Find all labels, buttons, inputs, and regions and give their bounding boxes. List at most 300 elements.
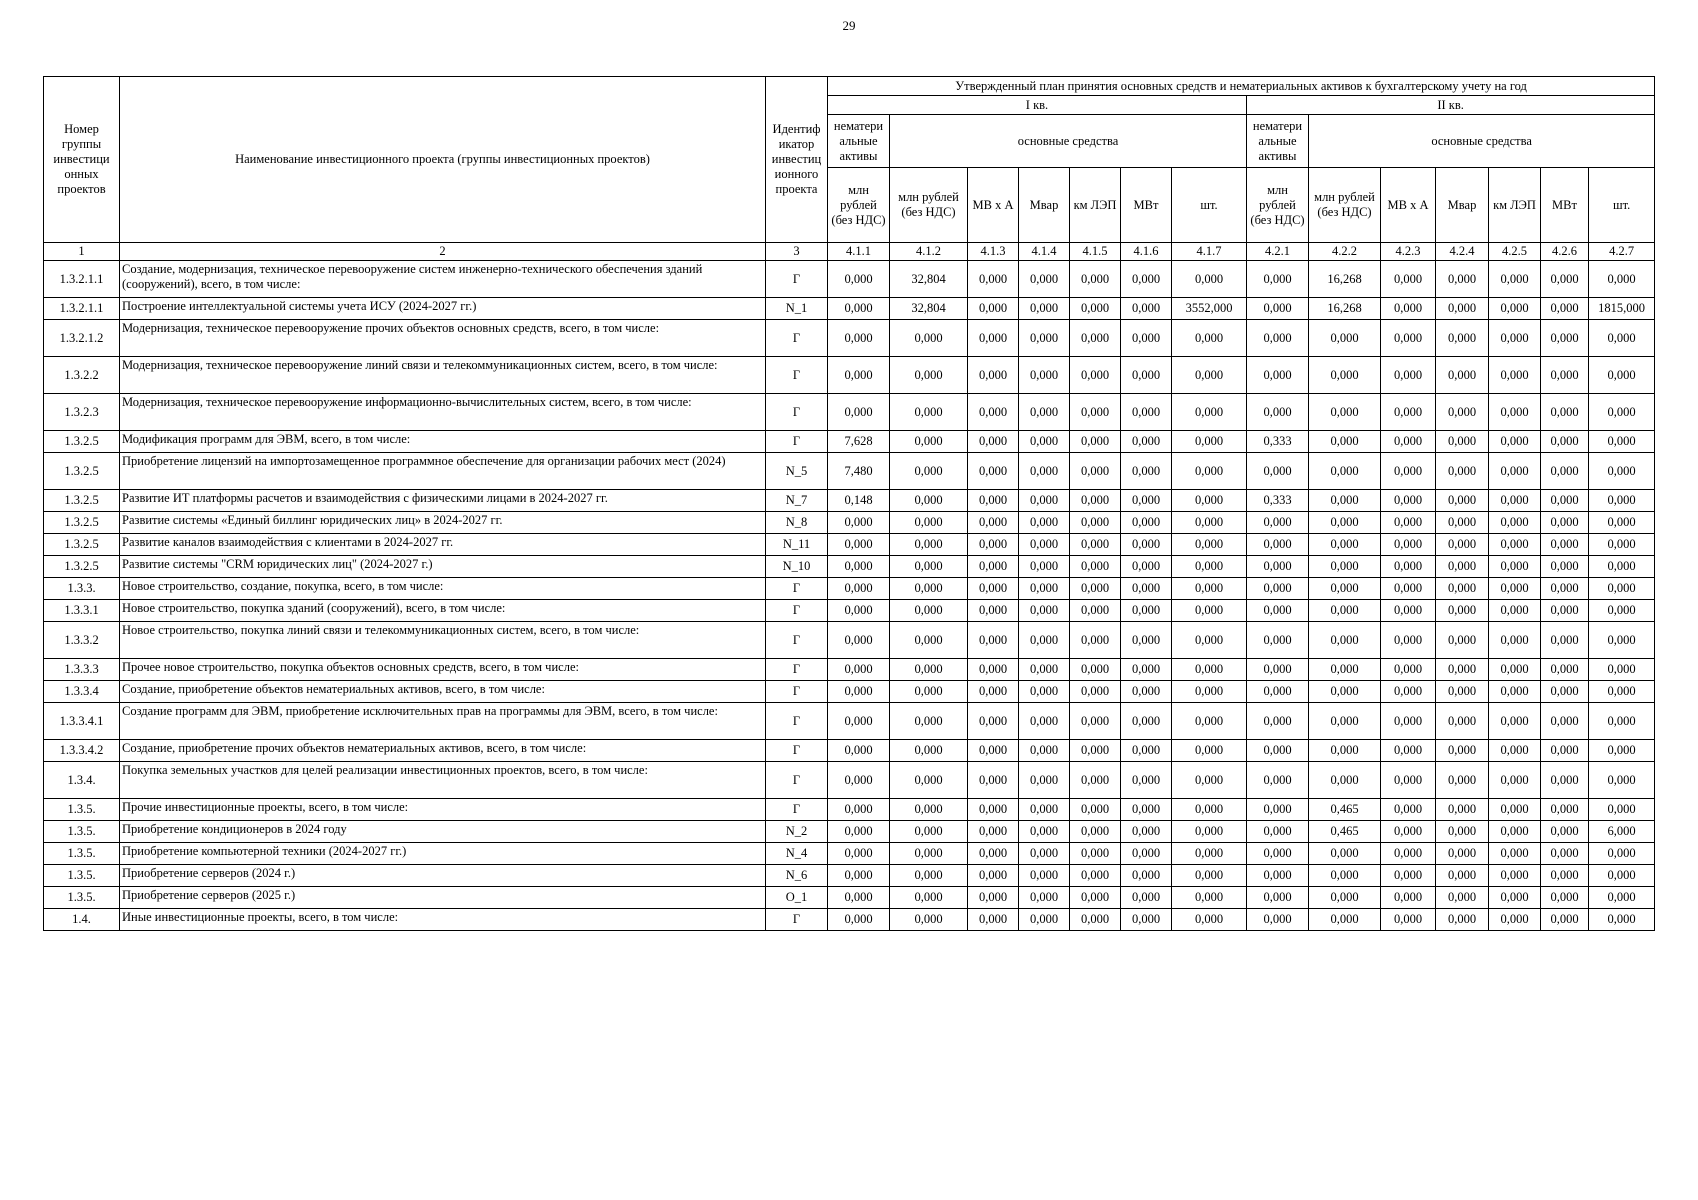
row-value: 0,000 — [968, 622, 1019, 659]
row-value: 0,000 — [828, 261, 890, 298]
row-value: 0,000 — [1309, 865, 1381, 887]
row-value: 0,000 — [1381, 865, 1436, 887]
row-value: 0,000 — [1019, 659, 1070, 681]
row-value: 0,000 — [1489, 740, 1541, 762]
row-project-name: Приобретение серверов (2025 г.) — [120, 887, 766, 909]
table-row — [44, 703, 1655, 740]
row-value: 0,000 — [1070, 762, 1121, 799]
row-value: 0,000 — [968, 394, 1019, 431]
row-value: 0,000 — [1489, 600, 1541, 622]
row-project-name: Создание, модернизация, техническое перевооружение систем инженерно-технического обеспечения зданий (сооружений), всего, в том числе: — [120, 261, 766, 298]
row-value: 0,000 — [1309, 512, 1381, 534]
row-value: 0,000 — [828, 622, 890, 659]
row-project-name: Модификация программ для ЭВМ, всего, в том числе: — [120, 431, 766, 453]
row-value: 0,000 — [1436, 659, 1489, 681]
row-value: 0,000 — [1070, 887, 1121, 909]
row-value: 0,000 — [1172, 394, 1247, 431]
row-value: 0,000 — [1489, 556, 1541, 578]
row-group-number: 1.3.5. — [44, 843, 120, 865]
row-value: 7,480 — [828, 453, 890, 490]
row-value: 0,000 — [890, 578, 968, 600]
row-value: 0,000 — [1172, 909, 1247, 931]
row-value: 0,000 — [1070, 320, 1121, 357]
row-value: 0,000 — [968, 740, 1019, 762]
header-q1-intangible: нематери альные активы — [828, 115, 890, 168]
column-number: 4.2.1 — [1247, 243, 1309, 261]
table-row — [44, 578, 1655, 600]
row-value: 0,000 — [968, 431, 1019, 453]
row-group-number: 1.3.2.1.1 — [44, 298, 120, 320]
row-value: 0,000 — [1381, 600, 1436, 622]
row-value: 0,000 — [1381, 394, 1436, 431]
row-group-number: 1.3.4. — [44, 762, 120, 799]
row-value: 0,000 — [1070, 659, 1121, 681]
row-identifier: Г — [766, 622, 828, 659]
row-value: 0,000 — [968, 799, 1019, 821]
unit-header: шт. — [1172, 168, 1247, 243]
row-value: 0,000 — [828, 865, 890, 887]
row-value: 0,000 — [1019, 909, 1070, 931]
row-value: 0,000 — [1436, 512, 1489, 534]
row-group-number: 1.3.3.1 — [44, 600, 120, 622]
row-value: 0,000 — [1381, 453, 1436, 490]
row-value: 0,000 — [1309, 762, 1381, 799]
row-value: 0,000 — [1589, 703, 1655, 740]
row-value: 0,000 — [1247, 681, 1309, 703]
row-value: 0,000 — [1172, 453, 1247, 490]
row-value: 0,000 — [1541, 865, 1589, 887]
table-row — [44, 821, 1655, 843]
row-value: 0,000 — [968, 821, 1019, 843]
row-value: 0,000 — [1309, 394, 1381, 431]
row-value: 0,000 — [1121, 578, 1172, 600]
row-value: 0,000 — [890, 512, 968, 534]
row-value: 0,000 — [1436, 600, 1489, 622]
row-value: 0,000 — [1541, 762, 1589, 799]
row-identifier: N_10 — [766, 556, 828, 578]
table-body — [44, 261, 1655, 931]
row-value: 0,000 — [968, 659, 1019, 681]
row-value: 0,000 — [1436, 865, 1489, 887]
row-value: 0,000 — [1121, 556, 1172, 578]
row-value: 0,000 — [1121, 762, 1172, 799]
row-value: 0,000 — [1309, 659, 1381, 681]
row-value: 0,000 — [1589, 320, 1655, 357]
row-value: 0,000 — [1019, 490, 1070, 512]
row-value: 0,000 — [1489, 394, 1541, 431]
row-value: 0,000 — [1019, 799, 1070, 821]
header-q2-intangible: нематери альные активы — [1247, 115, 1309, 168]
row-value: 0,000 — [1489, 320, 1541, 357]
column-number: 4.2.2 — [1309, 243, 1381, 261]
row-value: 0,000 — [1070, 556, 1121, 578]
unit-header: Мвар — [1436, 168, 1489, 243]
row-value: 0,000 — [1381, 843, 1436, 865]
row-value: 0,000 — [1589, 431, 1655, 453]
row-value: 0,000 — [1070, 261, 1121, 298]
row-value: 0,000 — [1381, 357, 1436, 394]
row-group-number: 1.3.2.1.1 — [44, 261, 120, 298]
row-identifier: Г — [766, 799, 828, 821]
row-value: 0,000 — [1019, 534, 1070, 556]
row-group-number: 1.3.2.5 — [44, 490, 120, 512]
row-value: 0,000 — [968, 578, 1019, 600]
row-value: 0,000 — [1247, 762, 1309, 799]
row-value: 0,000 — [1070, 865, 1121, 887]
row-value: 0,000 — [1489, 490, 1541, 512]
row-value: 0,000 — [1070, 843, 1121, 865]
row-identifier: Г — [766, 659, 828, 681]
row-value: 0,000 — [1541, 703, 1589, 740]
row-project-name: Покупка земельных участков для целей реализации инвестиционных проектов, всего, в том числе: — [120, 762, 766, 799]
row-value: 0,000 — [1541, 453, 1589, 490]
column-number-row — [44, 243, 1655, 261]
row-value: 0,000 — [1172, 659, 1247, 681]
row-value: 0,000 — [1019, 887, 1070, 909]
row-value: 0,000 — [1121, 703, 1172, 740]
row-value: 32,804 — [890, 261, 968, 298]
row-value: 0,000 — [1121, 843, 1172, 865]
unit-header: млн рублей (без НДС) — [828, 168, 890, 243]
row-value: 0,000 — [1541, 799, 1589, 821]
row-value: 0,000 — [1121, 394, 1172, 431]
row-value: 0,000 — [1121, 512, 1172, 534]
row-value: 0,000 — [1121, 740, 1172, 762]
unit-header: МВ х А — [968, 168, 1019, 243]
row-value: 0,000 — [1172, 843, 1247, 865]
column-number: 3 — [766, 243, 828, 261]
column-number: 4.2.5 — [1489, 243, 1541, 261]
row-value: 0,000 — [1541, 909, 1589, 931]
row-value: 0,000 — [890, 703, 968, 740]
column-number: 4.1.1 — [828, 243, 890, 261]
row-value: 0,000 — [1541, 512, 1589, 534]
unit-header: млн рублей (без НДС) — [1309, 168, 1381, 243]
row-group-number: 1.3.3.4.2 — [44, 740, 120, 762]
row-group-number: 1.3.2.3 — [44, 394, 120, 431]
row-value: 0,000 — [890, 799, 968, 821]
row-value: 0,000 — [1541, 320, 1589, 357]
row-value: 0,000 — [828, 394, 890, 431]
row-value: 0,000 — [1309, 600, 1381, 622]
header-q2: II кв. — [1247, 96, 1655, 115]
row-value: 0,000 — [1121, 431, 1172, 453]
row-value: 0,000 — [1589, 578, 1655, 600]
row-value: 0,000 — [828, 556, 890, 578]
row-value: 0,000 — [1589, 681, 1655, 703]
row-value: 0,000 — [1172, 622, 1247, 659]
row-value: 0,000 — [1541, 261, 1589, 298]
header-identifier: Идентиф икатор инвестиц ионного проекта — [766, 77, 828, 243]
row-project-name: Создание, приобретение объектов нематериальных активов, всего, в том числе: — [120, 681, 766, 703]
row-value: 0,000 — [1019, 600, 1070, 622]
row-group-number: 1.3.5. — [44, 865, 120, 887]
row-value: 0,000 — [1172, 887, 1247, 909]
row-value: 0,000 — [1121, 261, 1172, 298]
row-value: 1815,000 — [1589, 298, 1655, 320]
row-value: 0,000 — [1019, 298, 1070, 320]
column-number: 4.2.6 — [1541, 243, 1589, 261]
row-value: 0,000 — [968, 703, 1019, 740]
row-value: 0,000 — [1589, 394, 1655, 431]
row-value: 0,000 — [890, 865, 968, 887]
row-value: 0,000 — [1489, 534, 1541, 556]
row-value: 0,000 — [1247, 799, 1309, 821]
row-value: 0,000 — [828, 843, 890, 865]
row-identifier: Г — [766, 320, 828, 357]
row-value: 0,000 — [1019, 740, 1070, 762]
row-value: 0,000 — [1436, 357, 1489, 394]
row-value: 0,000 — [1172, 703, 1247, 740]
row-value: 0,000 — [1589, 843, 1655, 865]
row-identifier: Г — [766, 357, 828, 394]
row-group-number: 1.3.3.4.1 — [44, 703, 120, 740]
row-value: 0,000 — [890, 659, 968, 681]
row-value: 0,000 — [1541, 298, 1589, 320]
header-plan-title: Утвержденный план принятия основных средств и нематериальных активов к бухгалтерскому учету на год — [828, 77, 1655, 96]
row-value: 0,000 — [1436, 799, 1489, 821]
row-value: 0,000 — [1381, 261, 1436, 298]
row-value: 0,000 — [1247, 703, 1309, 740]
row-value: 0,000 — [1436, 578, 1489, 600]
row-value: 0,000 — [1247, 578, 1309, 600]
row-value: 0,000 — [1589, 490, 1655, 512]
table-row — [44, 556, 1655, 578]
row-group-number: 1.3.2.5 — [44, 453, 120, 490]
row-value: 0,000 — [1070, 740, 1121, 762]
row-group-number: 1.3.2.5 — [44, 534, 120, 556]
header-q2-fixed-assets: основные средства — [1309, 115, 1655, 168]
row-value: 0,000 — [828, 762, 890, 799]
row-value: 0,000 — [1121, 357, 1172, 394]
row-value: 0,000 — [1381, 703, 1436, 740]
column-number: 4.2.4 — [1436, 243, 1489, 261]
row-value: 0,000 — [1247, 320, 1309, 357]
row-value: 0,000 — [1172, 320, 1247, 357]
row-project-name: Развитие системы «Единый биллинг юридических лиц» в 2024-2027 гг. — [120, 512, 766, 534]
row-value: 0,000 — [1541, 490, 1589, 512]
row-value: 0,000 — [1309, 431, 1381, 453]
row-value: 0,000 — [828, 512, 890, 534]
row-value: 6,000 — [1589, 821, 1655, 843]
unit-header: км ЛЭП — [1070, 168, 1121, 243]
table-row — [44, 659, 1655, 681]
row-value: 0,000 — [1247, 909, 1309, 931]
row-value: 0,000 — [828, 298, 890, 320]
row-value: 0,000 — [1121, 453, 1172, 490]
row-identifier: Г — [766, 394, 828, 431]
row-value: 0,000 — [1070, 431, 1121, 453]
table-row — [44, 357, 1655, 394]
table-row — [44, 799, 1655, 821]
row-value: 0,000 — [1172, 490, 1247, 512]
row-value: 0,000 — [1436, 762, 1489, 799]
column-number: 4.1.6 — [1121, 243, 1172, 261]
row-value: 0,000 — [1589, 762, 1655, 799]
row-value: 0,000 — [890, 490, 968, 512]
row-value: 16,268 — [1309, 261, 1381, 298]
table-row — [44, 512, 1655, 534]
row-value: 0,000 — [1589, 357, 1655, 394]
row-value: 0,000 — [1436, 490, 1489, 512]
row-value: 0,000 — [1381, 740, 1436, 762]
row-value: 0,000 — [1489, 799, 1541, 821]
row-value: 0,000 — [1541, 843, 1589, 865]
row-value: 0,000 — [828, 659, 890, 681]
row-group-number: 1.3.3.2 — [44, 622, 120, 659]
row-value: 0,000 — [1541, 357, 1589, 394]
row-value: 0,000 — [1589, 556, 1655, 578]
row-project-name: Приобретение лицензий на импортозамещенное программное обеспечение для организации рабочих мест (2024) — [120, 453, 766, 490]
row-value: 0,000 — [968, 887, 1019, 909]
row-value: 0,000 — [890, 600, 968, 622]
row-value: 0,000 — [890, 453, 968, 490]
row-value: 0,000 — [1121, 490, 1172, 512]
row-value: 0,000 — [828, 887, 890, 909]
table-row — [44, 865, 1655, 887]
row-value: 0,000 — [1172, 600, 1247, 622]
row-value: 0,000 — [1019, 821, 1070, 843]
row-value: 0,000 — [890, 622, 968, 659]
row-value: 0,000 — [890, 909, 968, 931]
row-value: 0,000 — [1172, 821, 1247, 843]
row-value: 0,000 — [828, 600, 890, 622]
row-value: 0,000 — [1247, 740, 1309, 762]
unit-header: км ЛЭП — [1489, 168, 1541, 243]
row-value: 0,000 — [1070, 453, 1121, 490]
row-project-name: Создание программ для ЭВМ, приобретение исключительных прав на программы для ЭВМ, всего, в том числе: — [120, 703, 766, 740]
unit-header: млн рублей (без НДС) — [1247, 168, 1309, 243]
row-project-name: Приобретение компьютерной техники (2024-2027 гг.) — [120, 843, 766, 865]
row-value: 0,000 — [1309, 453, 1381, 490]
row-identifier: O_1 — [766, 887, 828, 909]
row-value: 0,000 — [1489, 887, 1541, 909]
unit-header: МВт — [1121, 168, 1172, 243]
row-value: 0,000 — [1436, 534, 1489, 556]
row-value: 0,000 — [1541, 534, 1589, 556]
row-identifier: N_6 — [766, 865, 828, 887]
row-project-name: Построение интеллектуальной системы учета ИСУ (2024-2027 гг.) — [120, 298, 766, 320]
row-value: 0,000 — [1589, 453, 1655, 490]
row-value: 0,000 — [1589, 261, 1655, 298]
row-value: 0,333 — [1247, 490, 1309, 512]
row-group-number: 1.3.2.1.2 — [44, 320, 120, 357]
row-group-number: 1.3.2.5 — [44, 556, 120, 578]
row-value: 0,000 — [1019, 453, 1070, 490]
row-value: 0,000 — [1121, 799, 1172, 821]
row-value: 0,000 — [1121, 887, 1172, 909]
row-value: 0,000 — [1489, 453, 1541, 490]
row-identifier: Г — [766, 261, 828, 298]
row-identifier: N_8 — [766, 512, 828, 534]
row-value: 0,465 — [1309, 799, 1381, 821]
row-value: 0,333 — [1247, 431, 1309, 453]
row-value: 0,000 — [1247, 821, 1309, 843]
row-value: 0,000 — [968, 320, 1019, 357]
row-value: 0,000 — [890, 556, 968, 578]
row-value: 0,000 — [1489, 357, 1541, 394]
row-value: 0,000 — [1436, 681, 1489, 703]
row-value: 0,000 — [968, 298, 1019, 320]
row-value: 0,000 — [1019, 703, 1070, 740]
row-value: 0,000 — [968, 357, 1019, 394]
unit-header: МВ х А — [1381, 168, 1436, 243]
row-project-name: Приобретение кондиционеров в 2024 году — [120, 821, 766, 843]
row-value: 0,000 — [1247, 622, 1309, 659]
row-value: 0,000 — [1489, 821, 1541, 843]
row-value: 0,000 — [1489, 261, 1541, 298]
row-value: 0,000 — [1070, 703, 1121, 740]
row-value: 0,000 — [1436, 261, 1489, 298]
row-value: 0,000 — [1589, 799, 1655, 821]
row-value: 0,000 — [828, 534, 890, 556]
row-value: 0,000 — [1489, 703, 1541, 740]
row-value: 0,000 — [1589, 534, 1655, 556]
row-value: 0,000 — [1541, 659, 1589, 681]
row-value: 0,000 — [1309, 909, 1381, 931]
row-value: 0,000 — [1309, 534, 1381, 556]
row-value: 0,000 — [828, 681, 890, 703]
table-row — [44, 431, 1655, 453]
row-group-number: 1.3.5. — [44, 799, 120, 821]
row-value: 0,000 — [1589, 622, 1655, 659]
row-value: 0,000 — [890, 320, 968, 357]
table-row — [44, 320, 1655, 357]
row-value: 0,000 — [890, 821, 968, 843]
row-value: 0,000 — [1247, 453, 1309, 490]
row-value: 0,000 — [1247, 512, 1309, 534]
row-value: 0,000 — [1019, 622, 1070, 659]
table-row — [44, 298, 1655, 320]
row-project-name: Развитие системы "CRM юридических лиц" (2024-2027 г.) — [120, 556, 766, 578]
row-value: 0,000 — [1381, 762, 1436, 799]
header-project-name: Наименование инвестиционного проекта (группы инвестиционных проектов) — [120, 77, 766, 243]
row-value: 0,000 — [1019, 357, 1070, 394]
row-identifier: Г — [766, 681, 828, 703]
row-value: 0,000 — [828, 357, 890, 394]
row-value: 0,000 — [1489, 659, 1541, 681]
row-project-name: Прочее новое строительство, покупка объектов основных средств, всего, в том числе: — [120, 659, 766, 681]
row-value: 0,000 — [1070, 578, 1121, 600]
row-identifier: N_2 — [766, 821, 828, 843]
row-value: 0,000 — [890, 394, 968, 431]
row-identifier: N_7 — [766, 490, 828, 512]
row-value: 0,000 — [968, 600, 1019, 622]
row-value: 0,000 — [1019, 320, 1070, 357]
row-identifier: Г — [766, 578, 828, 600]
row-value: 0,000 — [1172, 534, 1247, 556]
row-value: 0,000 — [1070, 512, 1121, 534]
row-value: 0,000 — [1541, 578, 1589, 600]
row-value: 0,000 — [1309, 703, 1381, 740]
row-value: 0,000 — [828, 740, 890, 762]
row-value: 0,000 — [828, 578, 890, 600]
row-value: 0,148 — [828, 490, 890, 512]
row-value: 0,000 — [1070, 681, 1121, 703]
column-number: 4.1.2 — [890, 243, 968, 261]
row-value: 0,000 — [890, 357, 968, 394]
row-project-name: Прочие инвестиционные проекты, всего, в том числе: — [120, 799, 766, 821]
row-value: 0,000 — [1541, 821, 1589, 843]
row-value: 0,000 — [1436, 320, 1489, 357]
column-number: 2 — [120, 243, 766, 261]
row-identifier: N_11 — [766, 534, 828, 556]
row-value: 0,000 — [1172, 799, 1247, 821]
row-value: 0,000 — [1541, 431, 1589, 453]
row-group-number: 1.3.2.2 — [44, 357, 120, 394]
row-project-name: Развитие каналов взаимодействия с клиентами в 2024-2027 гг. — [120, 534, 766, 556]
header-q1-fixed-assets: основные средства — [890, 115, 1247, 168]
